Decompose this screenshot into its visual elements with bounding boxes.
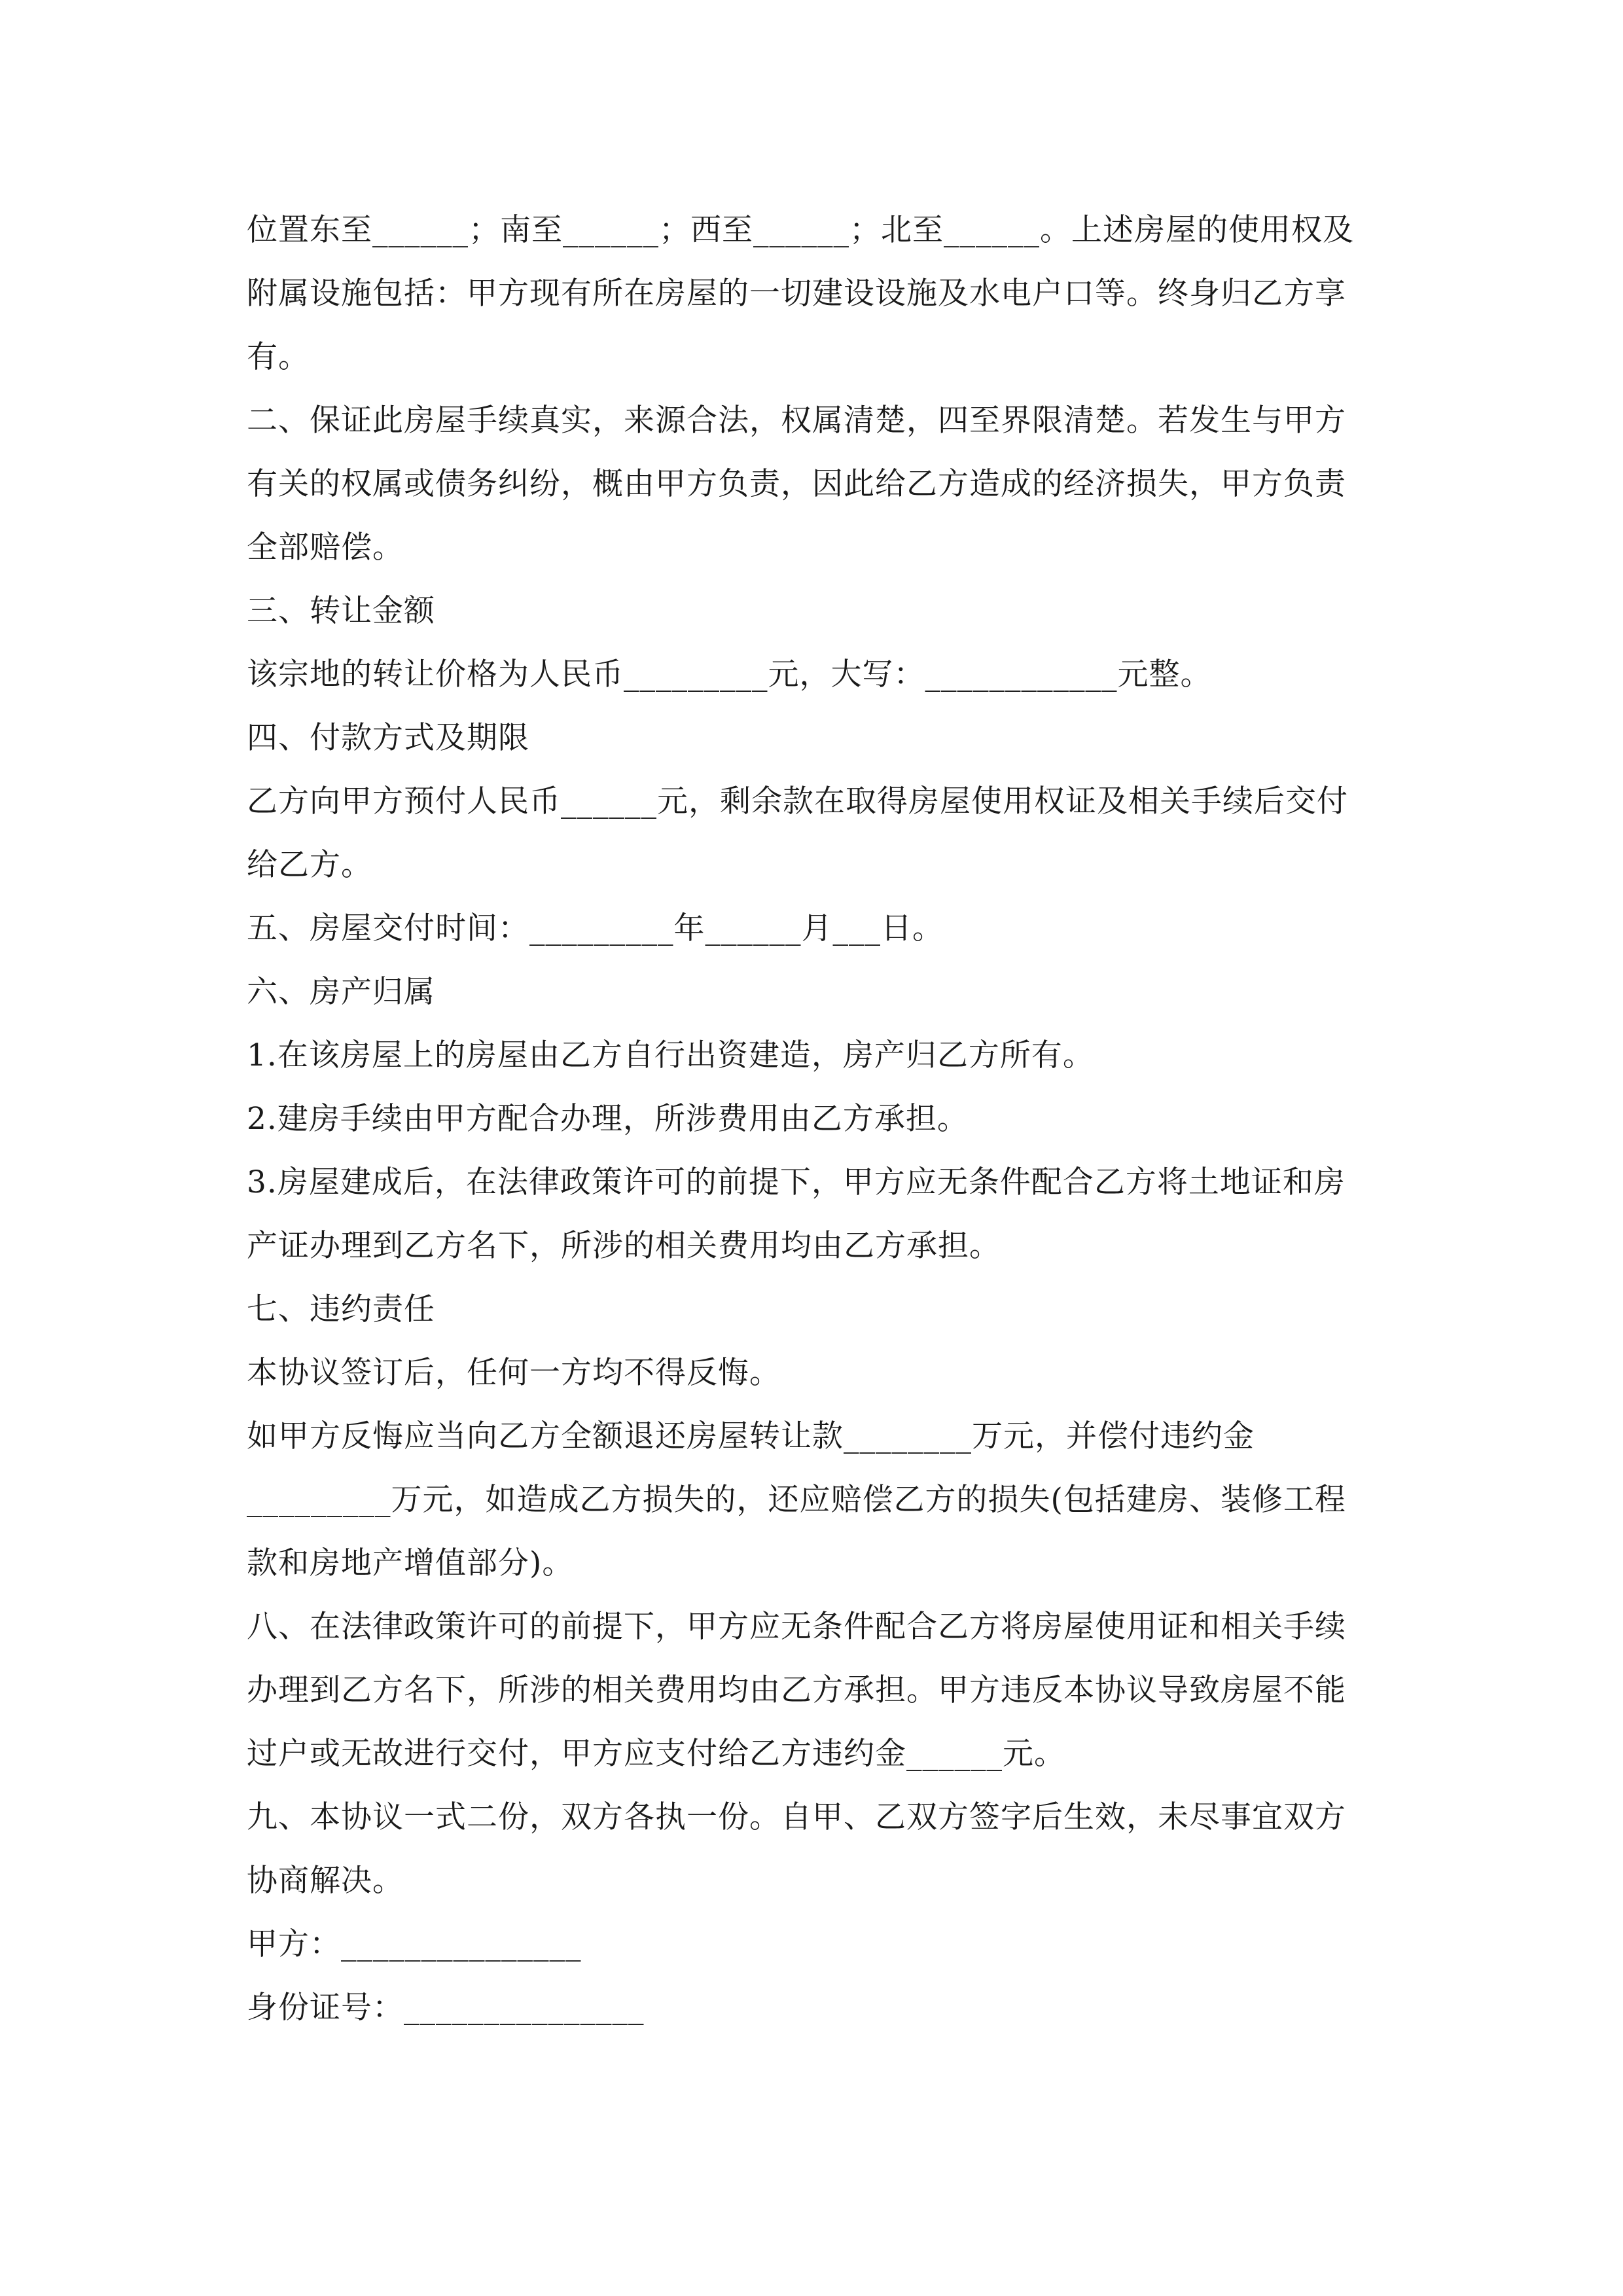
- text-line: 附属设施包括：甲方现有所在房屋的一切建设设施及水电户口等。终身归乙方享: [247, 276, 1346, 312]
- text-line: 本协议签订后，任何一方均不得反悔。: [247, 1355, 781, 1391]
- text-line: 3.房屋建成后，在法律政策许可的前提下，甲方应无条件配合乙方将土地证和房: [247, 1164, 1346, 1200]
- text-line: 有关的权属或债务纠纷，概由甲方负责，因此给乙方造成的经济损失，甲方负责: [247, 466, 1346, 502]
- section-heading: 八、在法律政策许可的前提下，甲方应无条件配合乙方将房屋使用证和相关手续: [247, 1609, 1346, 1645]
- section-heading: 三、转让金额: [247, 593, 435, 629]
- text-line: 款和房地产增值部分)。: [247, 1545, 574, 1581]
- text-line: _________万元，如造成乙方损失的，还应赔偿乙方的损失(包括建房、装修工程: [247, 1482, 1346, 1518]
- id-number-line: 身份证号：_______________: [247, 1990, 645, 2026]
- text-line: 如甲方反悔应当向乙方全额退还房屋转让款________万元，并偿付违约金: [247, 1418, 1255, 1454]
- text-line: 办理到乙方名下，所涉的相关费用均由乙方承担。甲方违反本协议导致房屋不能: [247, 1672, 1346, 1708]
- text-line: 2.建房手续由甲方配合办理，所涉费用由乙方承担。: [247, 1101, 969, 1137]
- section-heading: 七、违约责任: [247, 1291, 435, 1327]
- text-line: 协商解决。: [247, 1863, 404, 1899]
- signature-party-a: 甲方：_______________: [247, 1926, 582, 1962]
- text-line: 位置东至______；南至______；西至______；北至______。上述房屋的使用权及: [247, 212, 1354, 248]
- text-line: 乙方向甲方预付人民币______元，剩余款在取得房屋使用权证及相关手续后交付: [247, 783, 1348, 819]
- text-line: 全部赔偿。: [247, 529, 404, 565]
- text-line: 过户或无故进行交付，甲方应支付给乙方违约金______元。: [247, 1736, 1065, 1772]
- text-line: 有。: [247, 339, 310, 375]
- text-line: 产证办理到乙方名下，所涉的相关费用均由乙方承担。: [247, 1228, 1001, 1264]
- section-heading: 四、付款方式及期限: [247, 720, 529, 756]
- section-heading: 二、保证此房屋手续真实，来源合法，权属清楚，四至界限清楚。若发生与甲方: [247, 403, 1346, 439]
- section-heading: 五、房屋交付时间：_________年______月___日。: [247, 910, 944, 946]
- section-heading: 九、本协议一式二份，双方各执一份。自甲、乙双方签字后生效，未尽事宜双方: [247, 1799, 1346, 1835]
- text-line: 该宗地的转让价格为人民币_________元，大写：____________元整。: [247, 656, 1212, 692]
- section-heading: 六、房产归属: [247, 974, 435, 1010]
- text-line: 给乙方。: [247, 847, 372, 883]
- text-line: 1.在该房屋上的房屋由乙方自行出资建造，房产归乙方所有。: [247, 1037, 1094, 1073]
